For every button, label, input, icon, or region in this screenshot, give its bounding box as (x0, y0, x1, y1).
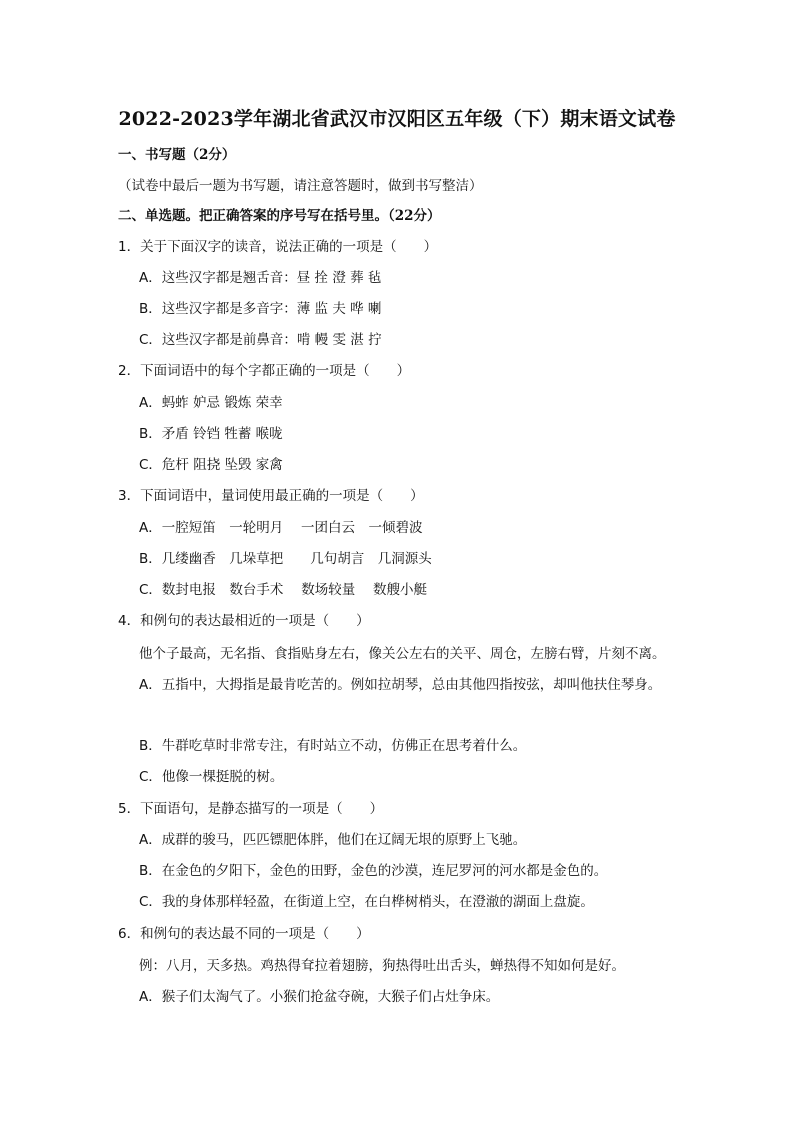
section-1-heading: 一、书写题（2分） (118, 147, 236, 163)
question-5: 5．下面语句，是静态描写的一项是（ ） (118, 801, 384, 817)
q3-option-a: A．一腔短笛 一轮明月 一团白云 一倾碧波 (139, 520, 423, 536)
q5-option-b: B．在金色的夕阳下，金色的田野，金色的沙漠，连尼罗河的河水都是金色的。 (139, 863, 608, 879)
q4-option-c: C．他像一棵挺脱的树。 (139, 769, 284, 785)
page-title: 2022-2023学年湖北省武汉市汉阳区五年级（下）期末语文试卷 (118, 108, 676, 130)
question-6: 6．和例句的表达最不同的一项是（ ） (118, 926, 370, 942)
q5-option-c: C．我的身体那样轻盈，在街道上空，在白桦树梢头，在澄澈的湖面上盘旋。 (139, 894, 594, 910)
q5-option-a: A．成群的骏马，匹匹镖肥体胖，他们在辽阔无垠的原野上飞驰。 (139, 832, 527, 848)
q1-option-a: A．这些汉字都是翘舌音：昼 拴 澄 葬 毡 (139, 270, 382, 286)
question-3: 3．下面词语中，量词使用最正确的一项是（ ） (118, 488, 424, 504)
q4-example: 他个子最高，无名指、食指贴身左右，像关公左右的关平、周仓，左膀右臂，片刻不离。 (139, 646, 666, 662)
q2-option-a: A．蚂蚱 妒忌 锻炼 荣幸 (139, 395, 283, 411)
section-1-note: （试卷中最后一题为书写题，请注意答题时，做到书写整洁） (118, 178, 483, 194)
q6-example: 例：八月，天多热。鸡热得耷拉着翅膀，狗热得吐出舌头，蝉热得不知如何是好。 (139, 958, 625, 974)
q1-option-b: B．这些汉字都是多音字：薄 监 夫 哗 喇 (139, 301, 382, 317)
q4-option-b: B．牛群吃草时非常专注，有时站立不动，仿佛正在思考着什么。 (139, 738, 527, 754)
q3-option-c: C．数封电报 数台手术 数场较量 数艘小艇 (139, 582, 428, 598)
q4-option-a: A．五指中，大拇指是最肯吃苦的。例如拉胡琴，总由其他四指按弦，却叫他扶住琴身。 (139, 677, 662, 693)
q2-option-b: B．矛盾 铃铛 牲蓄 喉咙 (139, 426, 283, 442)
q6-option-a: A．猴子们太淘气了。小猴们抢盆夺碗，大猴子们占灶争床。 (139, 989, 500, 1005)
question-4: 4．和例句的表达最相近的一项是（ ） (118, 613, 370, 629)
section-2-heading: 二、单选题。把正确答案的序号写在括号里。（22分） (118, 208, 441, 224)
q3-option-b: B．几缕幽香 几垛草把 几句胡言 几洞源头 (139, 551, 432, 567)
question-2: 2．下面词语中的每个字都正确的一项是（ ） (118, 363, 411, 379)
q1-option-c: C．这些汉字都是前鼻音：啃 幔 雯 湛 拧 (139, 332, 382, 348)
q2-option-c: C．危杆 阻挠 坠毁 家禽 (139, 457, 283, 473)
question-1: 1．关于下面汉字的读音，说法正确的一项是（ ） (118, 239, 438, 255)
